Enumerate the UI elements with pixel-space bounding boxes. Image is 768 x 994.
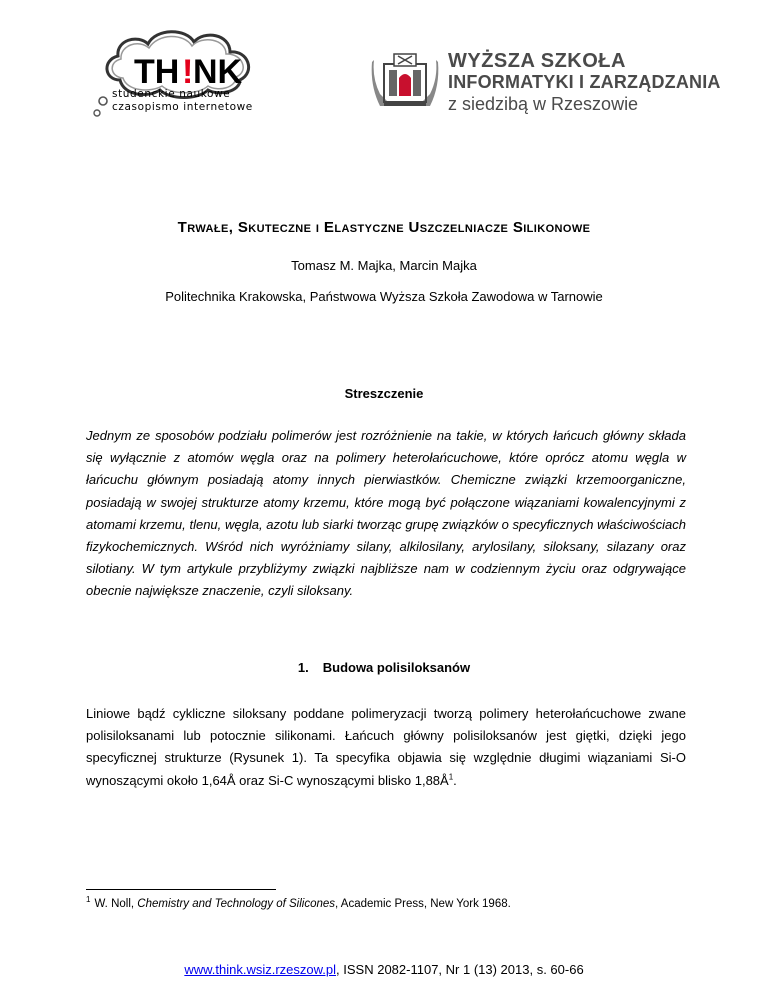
paragraph-text: Liniowe bądź cykliczne siloksany poddane polimeryzacji tworzą polimery heterołańcuchowe zwane polisiloksanami lub potocznie silikonami. Łańcuch główny polisiloksanów jest giętki, dzięki jego specyficznej strukturze (Rysunek 1). Ta specyfika objawia się względnie długimi wiązaniami Si-O wynoszącymi około 1,64Å oraz Si-C wynoszącymi blisko 1,88Å bbox=[86, 706, 686, 788]
footer-citation: , ISSN 2082-1107, Nr 1 (13) 2013, s. 60-66 bbox=[336, 962, 584, 977]
section-paragraph bbox=[86, 703, 686, 792]
paragraph-end: . bbox=[453, 772, 457, 788]
section-title: Budowa polisiloksanów bbox=[322, 660, 471, 675]
paper-authors: Tomasz M. Majka, Marcin Majka bbox=[291, 258, 477, 273]
footnote-author: W. Noll, bbox=[94, 897, 138, 910]
think-tagline-line1: studenckie naukowe bbox=[112, 88, 231, 100]
think-wordmark-left: TH bbox=[134, 53, 180, 91]
footnote-mark: 1 bbox=[86, 895, 91, 904]
wsiz-name-line3: z siedzibą w Rzeszowie bbox=[448, 94, 639, 114]
think-wordmark-right: NK bbox=[193, 53, 243, 91]
journal-link[interactable]: www.think.wsiz.rzeszow.pl bbox=[184, 962, 337, 977]
section-heading bbox=[0, 660, 768, 675]
abstract-text: Jednym ze sposobów podziału polimerów jest rozróżnienie na takie, w których łańcuch główny składa się wyłącznie z atomów węgla oraz na polimery heterołańcuchowe, które oprócz atomu węgla w łańcuchu głównym posiadają atomy innych pierwiastków. Chemiczne związki krzemoorganiczne, posiadają w swojej strukturze atomy krzemu, które mogą być połączone wiązaniami kowalencyjnymi z atomami krzemu, tlenu, węgla, azotu lub siarki tworząc grupę związków o specyficznych właściwościach fizykochemicznych. Wśród nich wyróżniamy silany, alkilosilany, arylosilany, siloksany, silazany oraz silotiany. W tym artykule przybliżymy związki najbliższe nam w codziennym życiu oraz odgrywające obecnie największe znaczenie, czyli siloksany. bbox=[86, 428, 686, 599]
footnote-divider bbox=[86, 889, 276, 890]
section-number: 1. bbox=[297, 660, 309, 675]
wsiz-name-line2: INFORMATYKI I ZARZĄDZANIA bbox=[448, 72, 721, 92]
wsiz-name-line1: WYŻSZA SZKOŁA bbox=[448, 50, 626, 72]
footnote-publisher: , Academic Press, New York 1968. bbox=[335, 897, 511, 910]
wsiz-wordmark bbox=[448, 50, 728, 115]
footnote-reference[interactable]: 1 bbox=[448, 772, 454, 782]
wsiz-crest-icon bbox=[370, 50, 440, 112]
think-logo bbox=[90, 20, 290, 125]
paper-title: Trwałe, Skuteczne i Elastyczne Uszczelniacze Silikonowe bbox=[177, 219, 591, 236]
page-footer bbox=[0, 962, 768, 977]
think-wordmark-mark: ! bbox=[182, 53, 194, 91]
abstract-heading: Streszczenie bbox=[344, 386, 424, 401]
footnote-book-title: Chemistry and Technology of Silicones bbox=[137, 897, 336, 910]
paper-affiliations: Politechnika Krakowska, Państwowa Wyższa Szkoła Zawodowa w Tarnowie bbox=[165, 289, 603, 304]
think-tagline-line2: czasopismo internetowe bbox=[112, 101, 253, 113]
footnote bbox=[86, 895, 686, 910]
